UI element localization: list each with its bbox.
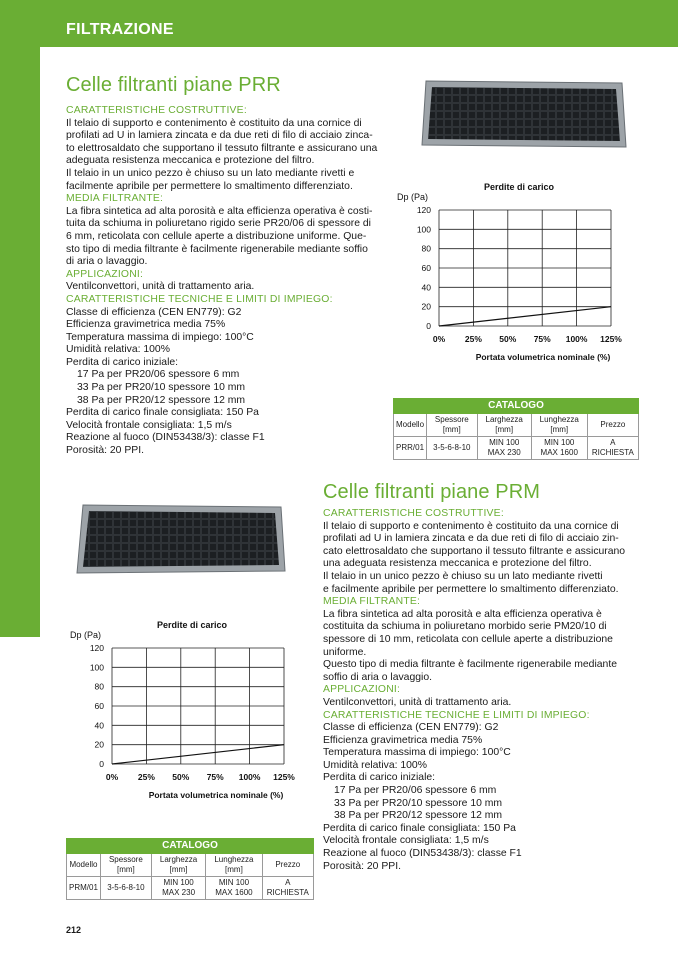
prr-catalog-header: Larghezza [mm] [477, 414, 531, 437]
text-line: profilati ad U in lamiera zincata e da due reti di filo di acciaio zinca- [66, 130, 373, 142]
x-axis-label: Portata volumetrica nominale (%) [475, 352, 611, 362]
x-tick-label: 100% [238, 772, 261, 782]
text-line: profilati ad U in lamiera zincata e da due reti di filo di acciaio zin- [323, 533, 619, 545]
text-line: 6 mm, reticolata con cellule aperte a distribuzione uniforme. Que- [66, 230, 367, 242]
text-line: Efficienza gravimetrica media 75% [323, 734, 483, 746]
prr-catalog-header: Spessore [mm] [427, 414, 478, 437]
text-line: Efficienza gravimetrica media 75% [66, 319, 226, 331]
x-tick-label: 50% [172, 772, 190, 782]
x-tick-label: 0% [432, 334, 446, 344]
series-line-prr [439, 307, 611, 326]
text-line: Ventilconvettori, unità di trattamento aria. [323, 696, 512, 708]
prm-catalog-cell: PRM/01 [67, 877, 101, 900]
prm-catalog-cell: MIN 100 MAX 230 [151, 877, 205, 900]
prm-catalog-header: Prezzo [262, 854, 313, 877]
x-tick-label: 25% [464, 334, 482, 344]
x-tick-label: 75% [206, 772, 224, 782]
y-tick-label: 120 [416, 205, 431, 215]
prr-description [66, 105, 386, 458]
text-line: soffio di aria o lavaggio. [323, 671, 432, 683]
text-line: Il telaio di supporto e contenimento è costituito da una cornice di [66, 117, 362, 129]
section-heading: CARATTERISTICHE TECNICHE E LIMITI DI IMPIEGO: [323, 709, 590, 721]
y-tick-label: 100 [416, 224, 431, 235]
text-line: Velocità frontale consigliata: 1,5 m/s [323, 835, 489, 847]
text-line: Classe di efficienza (CEN EN779): G2 [66, 306, 242, 318]
text-line: Reazione al fuoco (DIN53438/3): classe F1 [323, 848, 522, 860]
text-line: Classe di efficienza (CEN EN779): G2 [323, 722, 499, 734]
text-line: Temperatura massima di impiego: 100°C [66, 331, 254, 343]
prm-title: Celle filtranti piane PRM [323, 481, 541, 503]
text-line: Questo tipo di media filtrante è facilmente rigenerabile mediante [323, 659, 617, 671]
page-number: 212 [66, 925, 82, 935]
text-line: una adeguata resistenza meccanica e protezione del filtro. [323, 558, 592, 570]
prr-catalog-cell: A RICHIESTA [587, 437, 638, 460]
text-line: La fibra sintetica ad alta porosità e alta efficienza operativa è [323, 608, 602, 620]
text-line: e facilmente apribile per permettere lo smaltimento differenziato. [323, 583, 619, 595]
x-axis-label: Portata volumetrica nominale (%) [148, 790, 284, 800]
text-line: Perdita di carico iniziale: [323, 772, 436, 784]
y-tick-label: 20 [421, 301, 431, 312]
prr-catalog-cell: MIN 100 MAX 230 [477, 437, 531, 460]
left-stripe [0, 47, 40, 637]
y-tick-label: 0 [426, 321, 431, 331]
text-line: 38 Pa per PR20/12 spessore 12 mm [334, 810, 503, 822]
text-line: Porosità: 20 PPI. [66, 445, 144, 457]
text-line: Il telaio in un unico pezzo è chiuso su un lato mediante rivetti e [66, 167, 355, 179]
text-line: Ventilconvettori, unità di trattamento aria. [66, 281, 255, 293]
prm-catalog-cell: 3-5-6-8-10 [100, 877, 151, 900]
text-line: to elettrosaldato che supportano il tessuto filtrante e assicurano una [66, 142, 378, 154]
prr-catalog-cell: 3-5-6-8-10 [427, 437, 478, 460]
prr-filter-image [420, 79, 628, 151]
section-heading: CARATTERISTICHE COSTRUTTIVE: [323, 508, 504, 519]
y-tick-label: 20 [94, 739, 104, 750]
section-heading: MEDIA FILTRANTE: [66, 193, 164, 205]
text-line: Il telaio in un unico pezzo è chiuso su un lato mediante rivetti [323, 570, 603, 582]
section-heading: APPLICAZIONI: [323, 684, 401, 696]
prr-catalog-caption: CATALOGO [394, 399, 639, 414]
text-line: 33 Pa per PR20/10 spessore 10 mm [334, 797, 503, 809]
x-tick-label: 125% [273, 772, 295, 782]
text-line: 33 Pa per PR20/10 spessore 10 mm [77, 382, 246, 394]
text-line: Temperatura massima di impiego: 100°C [323, 747, 511, 759]
text-line: Velocità frontale consigliata: 1,5 m/s [66, 419, 232, 431]
prr-catalog-table [393, 398, 639, 460]
section-title: FILTRAZIONE [66, 21, 174, 38]
prr-chart [393, 178, 643, 373]
prm-filter-image [73, 503, 289, 575]
y-tick-label: 100 [89, 662, 104, 673]
prm-catalog-caption: CATALOGO [67, 839, 314, 854]
x-tick-label: 100% [565, 334, 588, 344]
chart-title: Perdite di carico [156, 620, 228, 630]
y-axis-label: Dp (Pa) [70, 630, 102, 640]
x-tick-label: 125% [600, 334, 622, 344]
text-line: Perdita di carico finale consigliata: 150 Pa [323, 822, 516, 834]
text-line: di aria o lavaggio. [66, 256, 148, 268]
y-tick-label: 60 [421, 263, 431, 273]
prm-chart [66, 616, 316, 811]
x-tick-label: 25% [137, 772, 155, 782]
text-line: Porosità: 20 PPI. [323, 860, 401, 872]
prr-catalog-cell: MIN 100 MAX 1600 [531, 437, 587, 460]
y-tick-label: 120 [89, 643, 104, 653]
text-line: costituita da schiuma in poliuretano morbido serie PM20/10 di [323, 621, 607, 633]
prm-catalog-header: Larghezza [mm] [151, 854, 205, 877]
prm-catalog-header: Spessore [mm] [100, 854, 151, 877]
text-line: 38 Pa per PR20/12 spessore 12 mm [77, 394, 246, 406]
text-line: Perdita di carico finale consigliata: 150 Pa [66, 407, 259, 419]
prm-catalog-header: Lunghezza [mm] [206, 854, 262, 877]
y-tick-label: 80 [94, 681, 104, 692]
section-heading: CARATTERISTICHE COSTRUTTIVE: [66, 105, 247, 116]
y-tick-label: 40 [94, 720, 104, 731]
text-line: Reazione al fuoco (DIN53438/3): classe F1 [66, 432, 265, 444]
prr-catalog-cell: PRR/01 [394, 437, 427, 460]
text-line: sto tipo di media filtrante è facilmente rigenerabile mediante soffio [66, 243, 368, 255]
section-heading: APPLICAZIONI: [66, 268, 144, 280]
x-tick-label: 75% [533, 334, 551, 344]
x-tick-label: 0% [105, 772, 119, 782]
text-line: Perdita di carico iniziale: [66, 356, 179, 368]
prm-catalog-table [66, 838, 314, 900]
prr-catalog-header: Lunghezza [mm] [531, 414, 587, 437]
text-line: tuita da schiuma in poliuretano rigido serie PR20/06 di spessore di [66, 218, 371, 230]
text-line: 17 Pa per PR20/06 spessore 6 mm [334, 785, 497, 797]
text-line: cato elettrosaldato che supportano il tessuto filtrante e assicurano [323, 545, 626, 557]
prr-catalog-header: Prezzo [587, 414, 638, 437]
section-heading: MEDIA FILTRANTE: [323, 596, 421, 608]
series-line-prm [112, 745, 284, 764]
text-line: facilmente apribile per permettere lo smaltimento differenziato. [66, 180, 353, 192]
prm-catalog-cell: A RICHIESTA [262, 877, 313, 900]
text-line: Umidità relativa: 100% [323, 759, 427, 771]
prm-description [323, 508, 636, 873]
y-tick-label: 40 [421, 282, 431, 293]
text-line: uniforme. [323, 646, 367, 658]
prr-catalog-header: Modello [394, 414, 427, 437]
text-line: Umidità relativa: 100% [66, 344, 170, 356]
y-axis-label: Dp (Pa) [397, 192, 429, 202]
x-tick-label: 50% [499, 334, 517, 344]
text-line: adeguata resistenza meccanica e protezione del filtro. [66, 155, 315, 167]
section-heading: CARATTERISTICHE TECNICHE E LIMITI DI IMPIEGO: [66, 293, 333, 305]
chart-title: Perdite di carico [483, 182, 555, 192]
prm-catalog-cell: MIN 100 MAX 1600 [206, 877, 262, 900]
y-tick-label: 80 [421, 243, 431, 254]
y-tick-label: 60 [94, 701, 104, 711]
prr-title: Celle filtranti piane PRR [66, 74, 281, 96]
text-line: 17 Pa per PR20/06 spessore 6 mm [77, 369, 240, 381]
text-line: Il telaio di supporto e contenimento è costituito da una cornice di [323, 520, 619, 532]
text-line: spessore di 10 mm, reticolata con cellule aperte a distribuzione [323, 633, 613, 645]
prm-catalog-header: Modello [67, 854, 101, 877]
text-line: La fibra sintetica ad alta porosità e alta efficienza operativa è costi- [66, 205, 373, 217]
y-tick-label: 0 [99, 759, 104, 769]
